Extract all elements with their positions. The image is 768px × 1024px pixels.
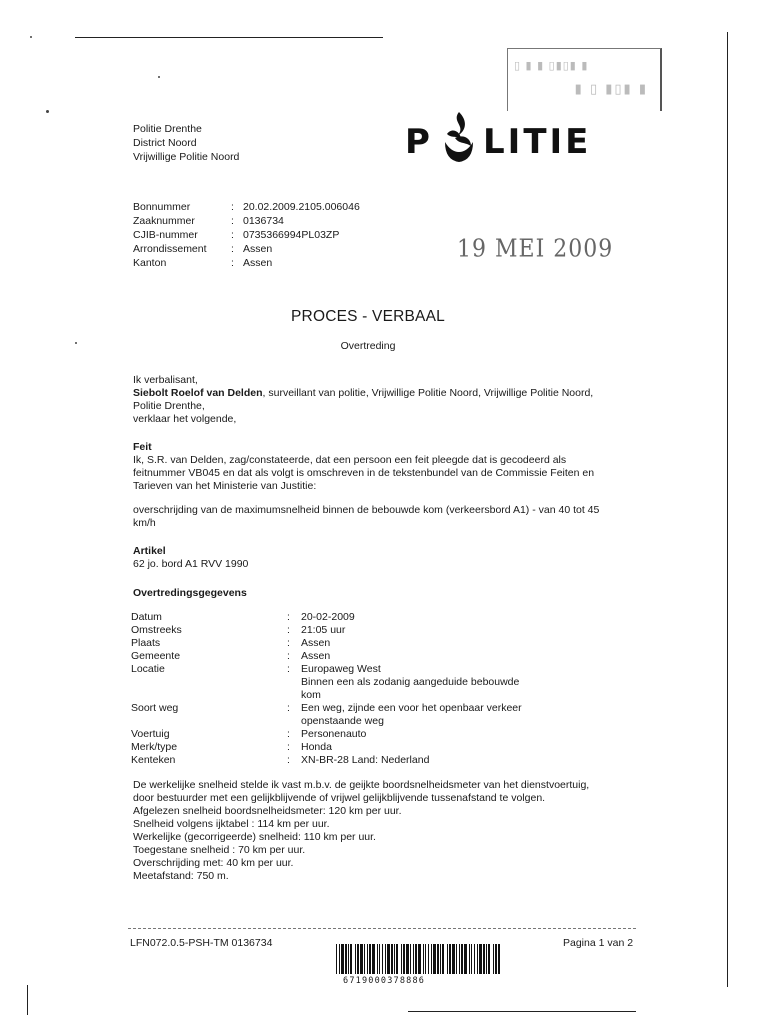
meta-value: 20.02.2009.2105.006046	[243, 201, 360, 213]
scan-speck	[46, 110, 49, 113]
fact-value-line: Europaweg West	[301, 663, 381, 675]
intro-line: Ik verbalisant,	[133, 374, 198, 386]
fact-label: Merk/type	[131, 741, 178, 753]
measurement-line: Afgelezen snelheid boordsnelheidsmeter: 120 km per uur.	[133, 805, 402, 817]
measurement-line: Toegestane snelheid : 70 km per uur.	[133, 844, 306, 856]
artikel-heading: Artikel	[133, 545, 166, 557]
page-number: Pagina 1 van 2	[563, 937, 634, 949]
fact-label: Datum	[131, 611, 162, 623]
fact-label: Locatie	[131, 663, 165, 675]
feit-heading: Feit	[133, 441, 152, 453]
fact-label: Omstreeks	[131, 624, 182, 636]
measurement-line: Meetafstand: 750 m.	[133, 870, 229, 882]
feit-description-line: overschrijding van de maximumsnelheid binnen de bebouwde kom (verkeersbord A1) - van 40 tot 45	[133, 504, 600, 516]
scan-speck	[158, 76, 160, 78]
politie-logo: P LITIE	[405, 108, 615, 168]
meta-label: CJIB-nummer	[133, 229, 198, 241]
fact-label: Kenteken	[131, 754, 176, 766]
meta-value: 0136734	[243, 215, 284, 227]
barcode-number: 6719000378886	[343, 976, 426, 986]
meta-label: Arrondissement	[133, 243, 207, 255]
bottom-rule	[408, 1011, 636, 1012]
received-stamp: ▯ ▮ ▮ ▯▮▯▮ ▮ ▮ ▯ ▮▯▮ ▮	[507, 48, 662, 111]
footer-dashed-rule	[128, 928, 636, 929]
feit-line: feitnummer VB045 en dat als volgt is omschreven in de tekstenbundel van de Commissie Feiten en	[133, 467, 595, 479]
fact-label: Soort weg	[131, 702, 179, 714]
overtreding-table: Datum : 20-02-2009 Omstreeks : 21:05 uur Plaats : Assen Gemeente : Assen Locatie : Europaweg West Binnen een als zodanig aangeduide bebouwde kom Soort weg : Een weg, zijnde een voor het openbaar verkeer openstaande weg Voertuig : Personenauto Merk/type : Honda Kenteken : XN-BR-28 Land: Nederland	[131, 611, 546, 767]
fact-value: Honda	[301, 741, 332, 753]
meta-value: 0735366994PL03ZP	[243, 229, 340, 241]
fact-value-line: Binnen een als zodanig aangeduide bebouwde	[301, 676, 520, 688]
barcode-icon	[336, 944, 500, 974]
measurement-line: door bestuurder met een gelijkblijvende of vrijwel gelijkblijvende tussenafstand te volgen.	[133, 792, 546, 804]
org-line: Politie Drenthe	[133, 123, 202, 135]
measurement-line: Snelheid volgens ijktabel : 114 km per uur.	[133, 818, 330, 830]
top-rule	[75, 37, 383, 38]
overtreding-heading: Overtredingsgegevens	[133, 587, 247, 599]
scan-speck	[30, 36, 32, 38]
intro-paragraph	[133, 374, 633, 426]
fact-value: Personenauto	[301, 728, 367, 740]
document-title: PROCES - VERBAAL	[291, 308, 445, 325]
fact-value-line: kom	[301, 689, 321, 701]
intro-line: verklaar het volgende,	[133, 413, 237, 425]
left-margin-rule	[27, 985, 28, 1015]
fact-label: Voertuig	[131, 728, 170, 740]
meta-label: Zaaknummer	[133, 215, 195, 227]
fact-value-line: openstaande weg	[301, 715, 384, 727]
measurement-line: De werkelijke snelheid stelde ik vast m.b.v. de geijkte boordsnelheidsmeter van het dienstvoertuig,	[133, 779, 590, 791]
artikel-value: 62 jo. bord A1 RVV 1990	[133, 558, 249, 570]
fact-value: Assen	[301, 637, 331, 649]
officer-name: Siebolt Roelof van Delden	[133, 387, 263, 399]
right-margin-rule	[727, 32, 728, 987]
fact-label: Plaats	[131, 637, 161, 649]
feit-line: Tarieven van het Ministerie van Justitie:	[133, 480, 317, 492]
police-emblem-icon	[437, 108, 481, 164]
feit-description-line: km/h	[133, 517, 156, 529]
feit-line: Ik, S.R. van Delden, zag/constateerde, dat een persoon een feit pleegde dat is gecodeerd als	[133, 454, 567, 466]
org-line: Vrijwillige Politie Noord	[133, 151, 240, 163]
measurement-line: Werkelijke (gecorrigeerde) snelheid: 110 km per uur.	[133, 831, 376, 843]
fact-label: Gemeente	[131, 650, 181, 662]
meta-value: Assen	[243, 243, 273, 255]
measurement-paragraph	[133, 779, 653, 883]
org-line: District Noord	[133, 137, 197, 149]
intro-line	[133, 387, 633, 400]
measurement-line: Overschrijding met: 40 km per uur.	[133, 857, 294, 869]
feit-description	[133, 504, 633, 530]
fact-value	[301, 702, 546, 728]
feit-paragraph	[133, 454, 633, 493]
case-metadata: Bonnummer : 20.02.2009.2105.006046 Zaaknummer : 0136734 CJIB-nummer : 0735366994PL03ZP Arrondissement : Assen Kanton : Assen	[133, 201, 360, 269]
organization-address	[133, 122, 239, 164]
meta-value: Assen	[243, 257, 273, 269]
meta-label: Kanton	[133, 257, 167, 269]
fact-value: 21:05 uur	[301, 624, 346, 636]
fact-value: Assen	[301, 650, 331, 662]
fact-value: 20-02-2009	[301, 611, 355, 623]
intro-line: Politie Drenthe,	[133, 400, 205, 412]
document-subtitle: Overtreding	[340, 340, 396, 352]
officer-role: , surveillant van politie, Vrijwillige Politie Noord, Vrijwillige Politie Noord,	[262, 387, 594, 399]
meta-label: Bonnummer	[133, 201, 191, 213]
date-received-stamp: 19 MEI 2009	[457, 235, 614, 264]
fact-value-line: Een weg, zijnde een voor het openbaar verkeer	[301, 702, 522, 714]
form-code: LFN072.0.5-PSH-TM 0136734	[130, 937, 273, 949]
fact-value	[301, 663, 546, 702]
fact-value: XN-BR-28 Land: Nederland	[301, 754, 430, 766]
